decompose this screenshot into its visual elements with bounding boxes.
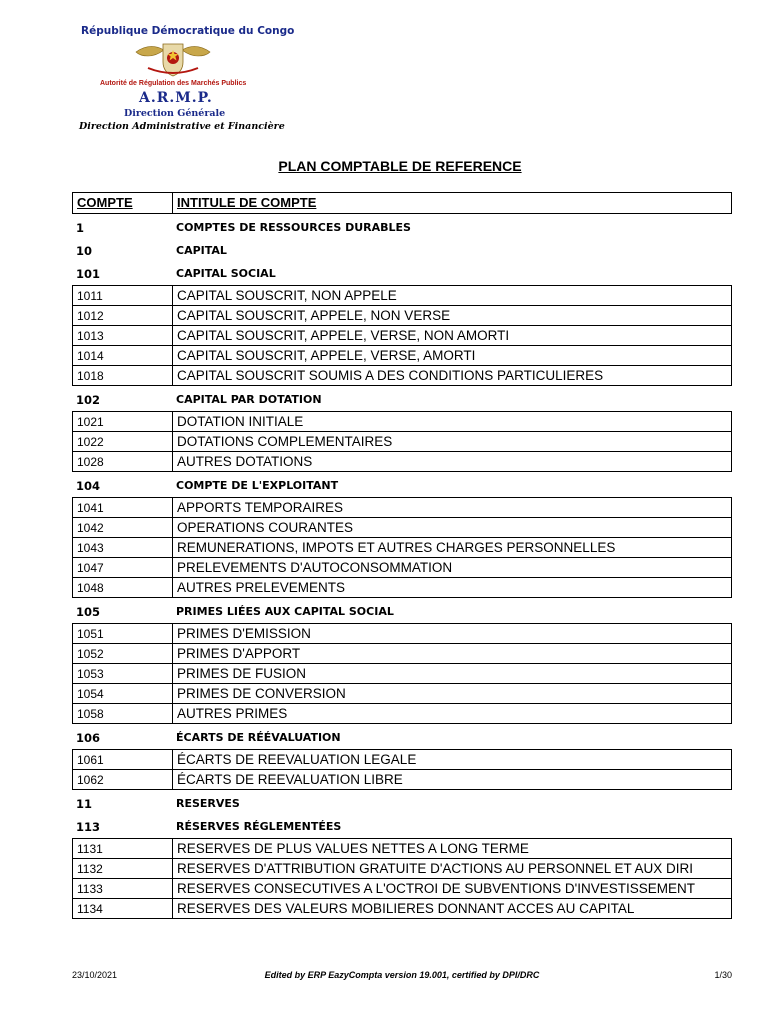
account-code: 1028 [73, 452, 173, 472]
table-row [73, 899, 732, 919]
table-header [72, 192, 732, 214]
section-heading [72, 600, 732, 623]
section-heading [72, 726, 732, 749]
account-code: 1054 [73, 684, 173, 704]
account-label: CAPITAL SOUSCRIT, APPELE, VERSE, AMORTI [173, 346, 732, 366]
section-code: 105 [76, 604, 101, 619]
section-label: RÉSERVES RÉGLEMENTÉES [176, 820, 342, 833]
account-label: OPERATIONS COURANTES [173, 518, 732, 538]
account-code: 1062 [73, 770, 173, 790]
account-label: AUTRES PRIMES [173, 704, 732, 724]
account-code: 1053 [73, 664, 173, 684]
section-code: 11 [76, 796, 93, 811]
account-code: 1014 [73, 346, 173, 366]
section-label: ÉCARTS DE RÉÉVALUATION [176, 731, 341, 744]
accounts-table [72, 497, 732, 598]
table-row [73, 432, 732, 452]
account-label: RESERVES DE PLUS VALUES NETTES A LONG TERME [173, 839, 732, 859]
acronym: A.R.M.P. [139, 90, 213, 106]
table-row [73, 412, 732, 432]
section-label: RESERVES [176, 797, 240, 810]
table-row [73, 518, 732, 538]
footer-date: 23/10/2021 [72, 970, 118, 980]
account-code: 1058 [73, 704, 173, 724]
account-label: PRIMES DE FUSION [173, 664, 732, 684]
accounts-table [72, 411, 732, 472]
account-code: 1134 [73, 899, 173, 919]
account-label: RESERVES CONSECUTIVES A L'OCTROI DE SUBVENTIONS D'INVESTISSEMENT [173, 879, 732, 899]
section-label: CAPITAL SOCIAL [176, 267, 276, 280]
account-label: ÉCARTS DE REEVALUATION LIBRE [173, 770, 732, 790]
table-row [73, 452, 732, 472]
account-code: 1041 [73, 498, 173, 518]
table-row [73, 704, 732, 724]
table-row [73, 538, 732, 558]
table-row [73, 346, 732, 366]
page-footer [72, 970, 732, 984]
drc-coat-of-arms-icon [128, 38, 218, 80]
section-heading [72, 262, 732, 285]
section-label: COMPTES DE RESSOURCES DURABLES [176, 221, 411, 234]
table-row [73, 770, 732, 790]
table-row [73, 839, 732, 859]
section-heading [72, 792, 732, 815]
account-code: 1061 [73, 750, 173, 770]
table-row [73, 286, 732, 306]
account-code: 1022 [73, 432, 173, 452]
account-code: 1052 [73, 644, 173, 664]
table-row [73, 644, 732, 664]
section-heading [72, 815, 732, 838]
accounts-table [72, 838, 732, 919]
account-code: 1133 [73, 879, 173, 899]
table-row [73, 578, 732, 598]
section-code: 106 [76, 730, 101, 745]
section-label: CAPITAL PAR DOTATION [176, 393, 322, 406]
account-code: 1132 [73, 859, 173, 879]
account-label: PRIMES D'EMISSION [173, 624, 732, 644]
account-code: 1047 [73, 558, 173, 578]
country-name: République Démocratique du Congo [81, 25, 295, 37]
account-code: 1018 [73, 366, 173, 386]
account-label: CAPITAL SOUSCRIT SOUMIS A DES CONDITIONS PARTICULIERES [173, 366, 732, 386]
section-heading [72, 239, 732, 262]
accounts-table [72, 285, 732, 386]
account-label: CAPITAL SOUSCRIT, APPELE, VERSE, NON AMORTI [173, 326, 732, 346]
account-label: AUTRES PRELEVEMENTS [173, 578, 732, 598]
account-label: PRIMES DE CONVERSION [173, 684, 732, 704]
chart-of-accounts [72, 192, 732, 919]
account-code: 1131 [73, 839, 173, 859]
account-label: PRIMES D'APPORT [173, 644, 732, 664]
account-code: 1011 [73, 286, 173, 306]
footer-edited-by: Edited by ERP EazyCompta version 19.001, certified by DPI/DRC [264, 970, 540, 980]
account-code: 1042 [73, 518, 173, 538]
table-row [73, 306, 732, 326]
section-code: 10 [76, 243, 93, 258]
table-row [73, 498, 732, 518]
section-label: COMPTE DE L'EXPLOITANT [176, 479, 339, 492]
table-row [73, 684, 732, 704]
section-code: 101 [76, 266, 101, 281]
header-code: COMPTE [73, 193, 173, 214]
account-label: AUTRES DOTATIONS [173, 452, 732, 472]
table-row [73, 859, 732, 879]
table-row [73, 624, 732, 644]
section-label: PRIMES LIÉES AUX CAPITAL SOCIAL [176, 605, 394, 618]
table-row [73, 558, 732, 578]
table-row [73, 366, 732, 386]
account-label: DOTATION INITIALE [173, 412, 732, 432]
account-label: ÉCARTS DE REEVALUATION LEGALE [173, 750, 732, 770]
section-label: CAPITAL [176, 244, 227, 257]
account-label: PRELEVEMENTS D'AUTOCONSOMMATION [173, 558, 732, 578]
account-label: CAPITAL SOUSCRIT, APPELE, NON VERSE [173, 306, 732, 326]
account-code: 1012 [73, 306, 173, 326]
section-code: 113 [76, 819, 101, 834]
table-row [73, 326, 732, 346]
section-code: 1 [76, 220, 85, 235]
table-row [73, 879, 732, 899]
section-heading [72, 388, 732, 411]
accounts-table [72, 623, 732, 724]
page-number: 1/30 [714, 970, 732, 980]
account-code: 1043 [73, 538, 173, 558]
account-code: 1013 [73, 326, 173, 346]
account-code: 1021 [73, 412, 173, 432]
account-label: RESERVES D'ATTRIBUTION GRATUITE D'ACTIONS AU PERSONNEL ET AUX DIRI [173, 859, 732, 879]
accounts-table [72, 749, 732, 790]
account-label: DOTATIONS COMPLEMENTAIRES [173, 432, 732, 452]
account-code: 1048 [73, 578, 173, 598]
account-label: CAPITAL SOUSCRIT, NON APPELE [173, 286, 732, 306]
account-label: REMUNERATIONS, IMPOTS ET AUTRES CHARGES PERSONNELLES [173, 538, 732, 558]
account-code: 1051 [73, 624, 173, 644]
department-name: Direction Administrative et Financière [79, 121, 285, 132]
section-code: 102 [76, 392, 101, 407]
account-label: APPORTS TEMPORAIRES [173, 498, 732, 518]
direction-name: Direction Générale [124, 108, 226, 119]
section-heading [72, 216, 732, 239]
account-label: RESERVES DES VALEURS MOBILIERES DONNANT ACCES AU CAPITAL [173, 899, 732, 919]
authority-name: Autorité de Régulation des Marchés Publics [100, 80, 247, 87]
header-label: INTITULE DE COMPTE [173, 193, 732, 214]
table-row [73, 664, 732, 684]
section-code: 104 [76, 478, 101, 493]
table-row [73, 750, 732, 770]
page-title: PLAN COMPTABLE DE REFERENCE [278, 158, 522, 174]
section-heading [72, 474, 732, 497]
